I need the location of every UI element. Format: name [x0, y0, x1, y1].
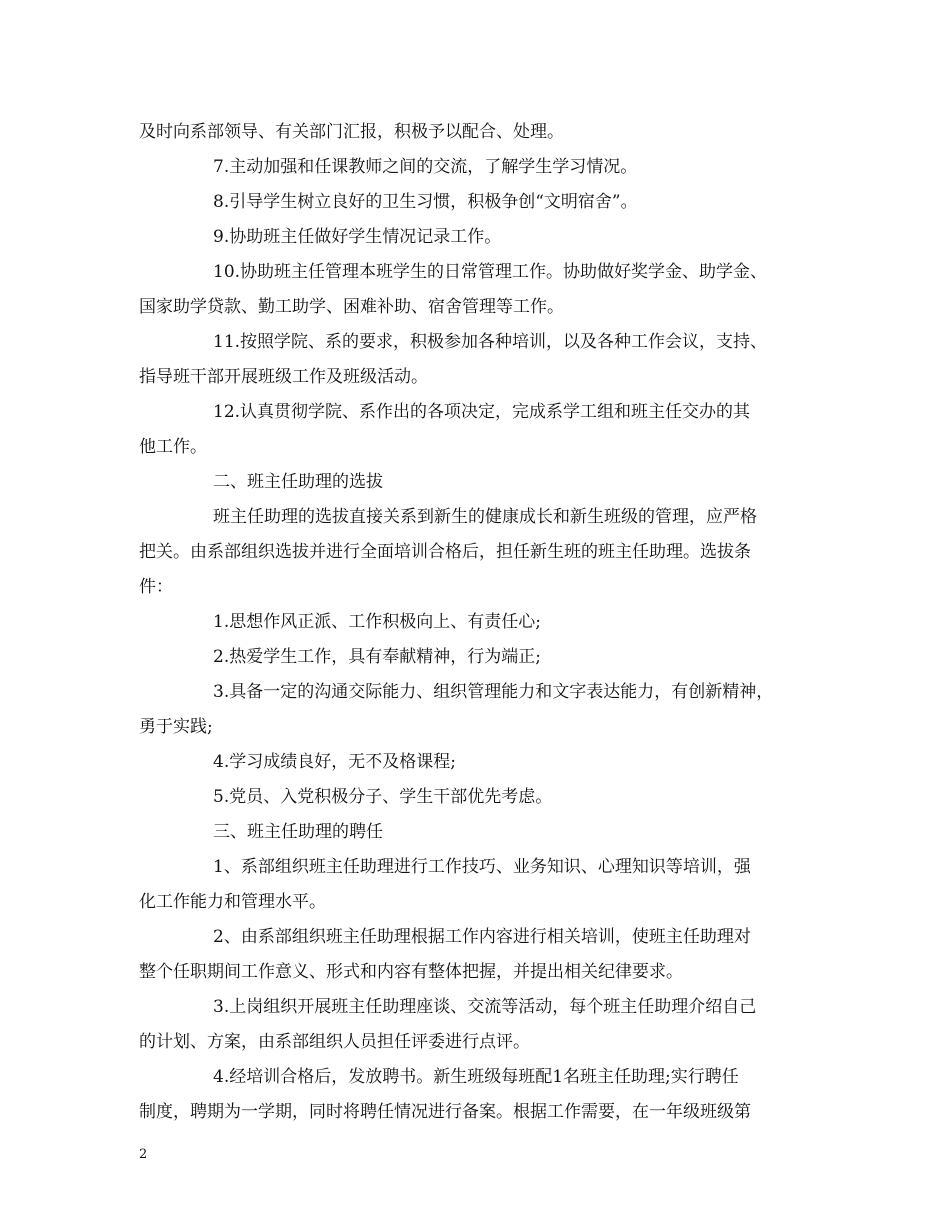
text-line: 整个任职期间工作意义、形式和内容有整体把握，并提出相关纪律要求。: [139, 962, 683, 982]
text-line: 3.具备一定的沟通交际能力、组织管理能力和文字表达能力，有创新精神，: [213, 682, 774, 702]
text-line: 把关。由系部组织选拔并进行全面培训合格后，担任新生班的班主任助理。选拔条: [139, 542, 751, 562]
text-line: 及时向系部领导、有关部门汇报，积极予以配合、处理。: [139, 122, 564, 142]
text-line: 班主任助理的选拔直接关系到新生的健康成长和新生班级的管理，应严格: [213, 507, 757, 527]
text-line: 1、系部组织班主任助理进行工作技巧、业务知识、心理知识等培训，强: [213, 857, 751, 877]
text-line: 11.按照学院、系的要求，积极参加各种培训，以及各种工作会议，支持、: [213, 332, 768, 352]
text-line: 5.党员、入党积极分子、学生干部优先考虑。: [213, 787, 553, 807]
text-line: 指导班干部开展班级工作及班级活动。: [139, 367, 428, 387]
text-line: 4.学习成绩良好，无不及格课程;: [213, 752, 456, 772]
text-line: 件：: [139, 577, 173, 597]
document-body: [139, 115, 824, 1130]
text-line: 国家助学贷款、勤工助学、困难补助、宿舍管理等工作。: [139, 297, 564, 317]
text-line: 4.经培训合格后，发放聘书。新生班级每班配1名班主任助理;实行聘任: [213, 1067, 739, 1087]
text-line: 三、班主任助理的聘任: [213, 822, 383, 842]
text-line: 勇于实践;: [139, 717, 213, 737]
text-line: 12.认真贯彻学院、系作出的各项决定，完成系学工组和班主任交办的其: [213, 402, 751, 422]
text-line: 8.引导学生树立良好的卫生习惯，积极争创“文明宿舍”。: [213, 192, 638, 212]
text-line: 2.热爱学生工作，具有奉献精神，行为端正;: [213, 647, 541, 667]
text-line: 10.协助班主任管理本班学生的日常管理工作。协助做好奖学金、助学金、: [213, 262, 768, 282]
text-line: 二、班主任助理的选拔: [213, 472, 383, 492]
page-number: 2: [139, 1147, 148, 1162]
text-line: 3.上岗组织开展班主任助理座谈、交流等活动，每个班主任助理介绍自己: [213, 997, 757, 1017]
text-line: 他工作。: [139, 437, 207, 457]
text-line: 制度，聘期为一学期，同时将聘任情况进行备案。根据工作需要，在一年级班级第: [139, 1102, 751, 1122]
text-line: 2、由系部组织班主任助理根据工作内容进行相关培训，使班主任助理对: [213, 927, 751, 947]
text-line: 1.思想作风正派、工作积极向上、有责任心;: [213, 612, 541, 632]
text-line: 的计划、方案，由系部组织人员担任评委进行点评。: [139, 1032, 530, 1052]
text-line: 7.主动加强和任课教师之间的交流，了解学生学习情况。: [213, 157, 638, 177]
text-line: 9.协助班主任做好学生情况记录工作。: [213, 227, 502, 247]
text-line: 化工作能力和管理水平。: [139, 892, 326, 912]
